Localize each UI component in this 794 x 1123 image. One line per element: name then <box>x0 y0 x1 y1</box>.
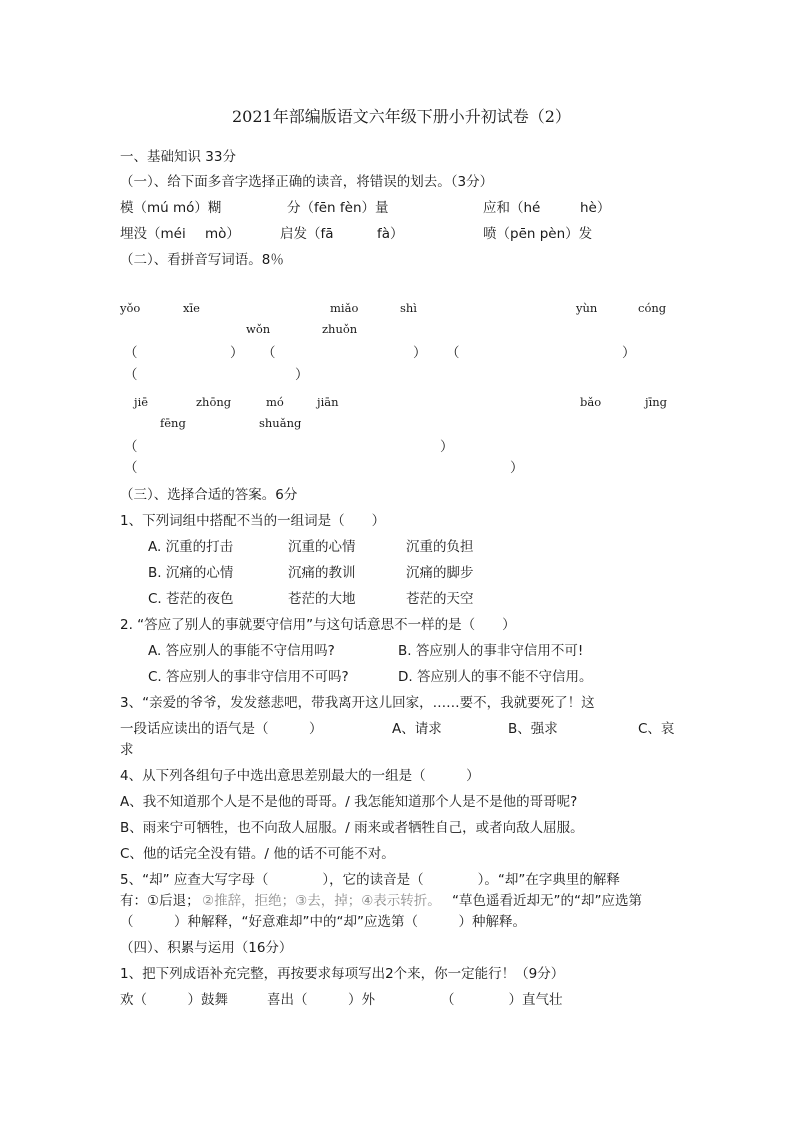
option-b-word: 沉痛的教训 <box>288 565 356 581</box>
option-c: C. 苍茫的夜色 <box>148 591 234 607</box>
page-title: 2021年部编版语文六年级下册小升初试卷（2） <box>232 107 571 126</box>
polyphone-item: fà） <box>377 226 404 242</box>
blank-bracket[interactable]: ） <box>440 439 454 455</box>
option-d: D. 答应别人的事不能不守信用。 <box>398 669 593 685</box>
polyphone-item: 喷（pēn pèn）发 <box>483 226 593 242</box>
pinyin: shì <box>400 301 417 315</box>
option-b-word: 沉痛的脚步 <box>406 565 474 581</box>
question-6: 1、把下列成语补充完整，再按要求每项写出2个来，你一定能行！（9分） <box>120 966 565 982</box>
pinyin: jiān <box>317 395 339 409</box>
polyphone-item: 分（fēn fèn）量 <box>287 200 389 216</box>
pinyin: bǎo <box>580 395 602 409</box>
question-5-line-3: （ ）种解释，“好意难却”中的“却”应选第（ ）种解释。 <box>120 914 526 930</box>
pinyin: jiē <box>134 395 149 409</box>
option-c-word: 苍茫的大地 <box>288 591 356 607</box>
option-a: A. 沉重的打击 <box>148 539 234 555</box>
blank-bracket[interactable]: ） <box>230 345 244 361</box>
question-5: 5、“却” 应查大写字母（ ），它的读音是（ ）。“却”在字典里的解释 <box>120 872 620 888</box>
question-4: 4、从下列各组句子中选出意思差别最大的一组是（ ） <box>120 768 480 784</box>
blank-bracket[interactable]: ） <box>295 367 309 383</box>
question-5-meanings: ②推辞，拒绝；③去，掉；④表示转折。 <box>202 893 441 909</box>
blank-bracket[interactable]: ） <box>510 460 524 476</box>
question-1: 1、下列词组中搭配不当的一组词是（ ） <box>120 513 386 529</box>
pinyin: cóng <box>638 301 667 315</box>
pinyin: yǒo <box>120 301 141 315</box>
option-b: B、雨来宁可牺牲，也不向敌人屈服。/ 雨来或者牺牲自己，或者向敌人屈服。 <box>120 820 584 836</box>
polyphone-item: mò） <box>205 226 240 242</box>
option-a: A、我不知道那个人是不是他的哥哥。/ 我怎能知道那个人是不是他的哥哥呢? <box>120 794 578 810</box>
idiom-blank[interactable]: 欢（ ）鼓舞 <box>120 992 228 1008</box>
blank-bracket[interactable]: ） <box>622 345 636 361</box>
idiom-blank[interactable]: 喜出（ ）外 <box>267 992 375 1008</box>
pinyin: yùn <box>576 301 598 315</box>
option-a-word: 沉重的负担 <box>406 539 474 555</box>
question-3-wrap: 求 <box>120 742 134 758</box>
blank-bracket[interactable]: （ <box>446 345 460 361</box>
polyphone-item: 埋没（méi <box>120 226 186 242</box>
pinyin: wǒn <box>246 322 271 336</box>
question-5-text: 有：①后退； <box>120 893 200 909</box>
blank-bracket[interactable]: （ <box>124 460 138 476</box>
question-3: 3、“亲爱的爷爷，发发慈悲吧，带我离开这儿回家，……要不，我就要死了！这 <box>120 695 595 711</box>
section-1-2-heading: （二）、看拼音写词语。8％ <box>120 252 284 268</box>
option-c-word: 苍茫的天空 <box>406 591 474 607</box>
option-b: B. 答应别人的事非守信用不可! <box>398 643 584 659</box>
option-a-word: 沉重的心情 <box>288 539 356 555</box>
option-c: C、哀 <box>638 721 675 737</box>
pinyin: shuǎng <box>259 416 302 430</box>
question-2: 2. “答应了别人的事就要守信用”与这句话意思不一样的是（ ） <box>120 617 516 633</box>
pinyin: zhōng <box>196 395 232 409</box>
blank-bracket[interactable]: （ <box>262 345 276 361</box>
option-c: C、他的话完全没有错。/ 他的话不可能不对。 <box>120 846 395 862</box>
pinyin: zhuǒn <box>322 322 358 336</box>
idiom-blank[interactable]: （ ）直气壮 <box>441 992 563 1008</box>
section-1-heading: 一、基础知识 33分 <box>120 149 236 165</box>
option-b: B、强求 <box>508 721 558 737</box>
section-1-1-heading: （一）、给下面多音字选择正确的读音，将错误的划去。（3分） <box>120 174 494 190</box>
blank-bracket[interactable]: （ <box>124 345 138 361</box>
pinyin: jīng <box>645 395 668 409</box>
polyphone-item: 模（mú mó）糊 <box>120 200 222 216</box>
blank-bracket[interactable]: （ <box>124 367 138 383</box>
pinyin: miǎo <box>330 301 359 315</box>
option-a: A、请求 <box>392 721 442 737</box>
option-b: B. 沉痛的心情 <box>148 565 234 581</box>
blank-bracket[interactable]: （ <box>124 439 138 455</box>
section-1-4-heading: （四）、积累与运用（16分） <box>120 940 293 956</box>
pinyin: xīe <box>183 301 200 315</box>
polyphone-item: 启发（fā <box>280 226 334 242</box>
section-1-3-heading: （三）、选择合适的答案。6分 <box>120 487 298 503</box>
pinyin: fēng <box>160 416 186 430</box>
option-c: C. 答应别人的事非守信用不可吗? <box>148 669 349 685</box>
question-5-text: “草色遥看近却无”的“却”应选第 <box>452 893 642 909</box>
blank-bracket[interactable]: ） <box>413 345 427 361</box>
question-3-prompt: 一段话应读出的语气是（ ） <box>120 721 323 737</box>
polyphone-item: 应和（hé <box>483 200 541 216</box>
pinyin: mó <box>266 395 284 409</box>
polyphone-item: hè） <box>580 200 611 216</box>
option-a: A. 答应别人的事能不守信用吗? <box>148 643 335 659</box>
